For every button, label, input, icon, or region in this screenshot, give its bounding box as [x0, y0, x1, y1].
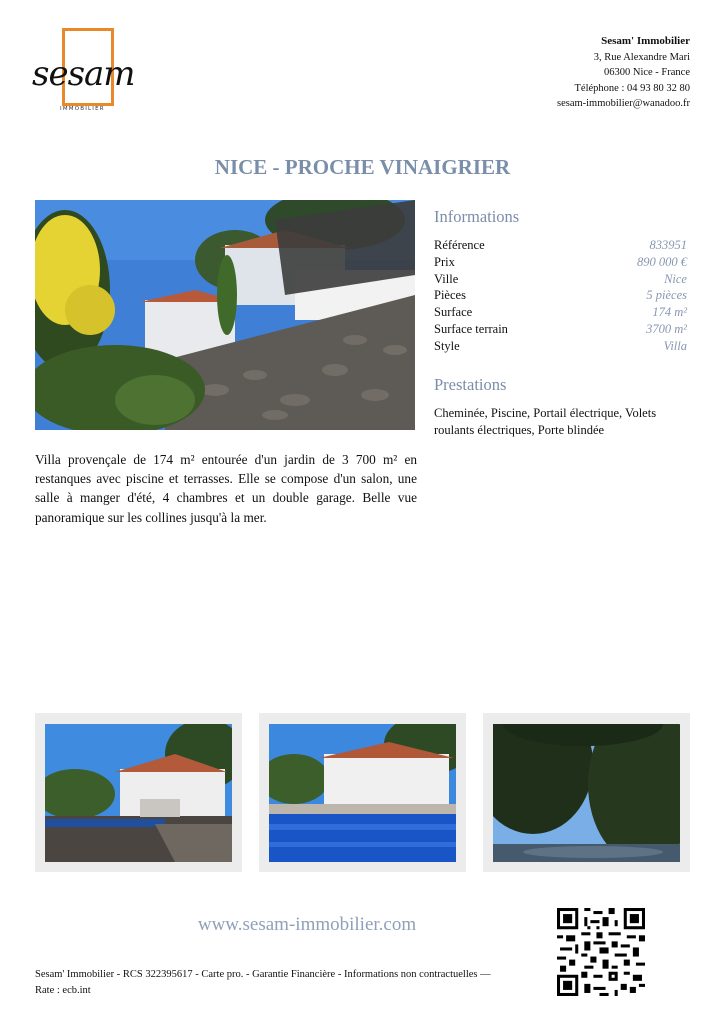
- informations-heading: Informations: [434, 207, 520, 226]
- info-value: 5 pièces: [646, 288, 687, 303]
- logo-subtitle: IMMOBILIER: [60, 106, 105, 112]
- thumbnail-image-terrace: [45, 724, 232, 862]
- info-value: 833951: [649, 238, 687, 252]
- info-value: 890 000 €: [637, 254, 687, 269]
- info-label: Surface: [434, 305, 473, 320]
- thumbnail-image-view: [493, 724, 680, 862]
- thumbnail-1[interactable]: [35, 713, 242, 872]
- prestations-section: [434, 375, 694, 439]
- info-value: Nice: [664, 271, 687, 286]
- agency-contact: [557, 34, 690, 112]
- logo-wordmark: sesam: [32, 54, 135, 94]
- villa-main-image: [35, 200, 415, 430]
- main-photo: [35, 200, 415, 430]
- thumbnail-image-pool: [269, 724, 456, 862]
- info-value: 3700 m²: [646, 321, 687, 336]
- legal-notice: Sesam' Immobilier - RCS 322395617 - Carte pro. - Garantie Financière - Informations non contractuelles — Rate : ecb.int: [35, 969, 491, 996]
- prestations-text: Cheminée, Piscine, Portail électrique, Volets roulants électriques, Porte blindée: [434, 406, 657, 437]
- property-description: Villa provençale de 174 m² entourée d'un jardin de 3 700 m² en restanques avec piscine et terrasses. Elle se compose d'un salon, une salle à manger d'été, 4 chambres et un double garage. Belle vue panoramique sur les collines jusqu'à la mer.: [35, 452, 417, 525]
- agency-phone: Téléphone : 04 93 80 32 80: [574, 82, 690, 94]
- info-label: Pièces: [434, 288, 466, 303]
- page-title: NICE - PROCHE VINAIGRIER: [214, 155, 511, 179]
- info-row-ville: [434, 271, 687, 288]
- info-label: Prix: [434, 254, 455, 269]
- info-row-reference: [434, 237, 687, 254]
- info-row-prix: [434, 254, 687, 271]
- info-row-surface: [434, 304, 687, 321]
- sesam-logo: [32, 26, 147, 116]
- informations-section: [434, 207, 687, 355]
- info-label: Référence: [434, 238, 485, 252]
- agency-city: 06300 Nice - France: [603, 67, 690, 78]
- info-value: 174 m²: [652, 305, 687, 320]
- info-value: Villa: [663, 338, 687, 353]
- prestations-heading: Prestations: [434, 375, 507, 394]
- website-link[interactable]: www.sesam-immobilier.com: [197, 914, 417, 935]
- thumbnail-2[interactable]: [259, 713, 466, 872]
- info-label: Surface terrain: [434, 321, 508, 336]
- qr-code: [557, 908, 645, 996]
- agency-name: Sesam' Immobilier: [601, 35, 690, 47]
- info-row-style: [434, 338, 687, 355]
- info-row-surface-terrain: [434, 321, 687, 338]
- thumbnail-3[interactable]: [483, 713, 690, 872]
- info-label: Ville: [434, 271, 459, 286]
- qr-code-icon: [557, 908, 645, 996]
- agency-address: 3, Rue Alexandre Mari: [593, 51, 690, 63]
- info-label: Style: [434, 338, 460, 353]
- info-row-pieces: [434, 287, 687, 304]
- agency-email: sesam-immobilier@wanadoo.fr: [556, 98, 690, 109]
